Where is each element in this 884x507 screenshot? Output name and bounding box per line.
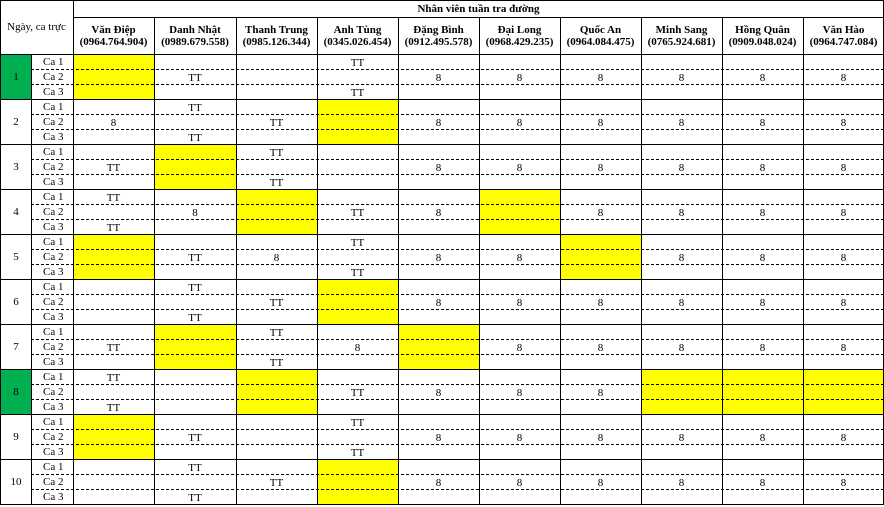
shift-label: Ca 2: [43, 250, 64, 263]
employee-name: Minh Sang: [655, 23, 708, 36]
duty-mark: TT: [188, 131, 202, 144]
duty-mark: 8: [516, 476, 523, 489]
duty-mark: TT: [188, 461, 202, 474]
off-duty-highlight: [318, 280, 398, 324]
grid-line-horizontal: [31, 384, 884, 385]
shift-label: Ca 2: [43, 70, 64, 83]
employee-header: [560, 17, 641, 54]
employee-name: Đặng Bình: [413, 23, 464, 36]
employee-name: Thanh Trung: [245, 23, 308, 36]
shift-label: Ca 3: [43, 85, 64, 98]
duty-mark: 8: [759, 206, 766, 219]
off-duty-highlight: [74, 235, 154, 279]
duty-mark: TT: [106, 371, 121, 384]
day-number: 9: [13, 431, 19, 443]
grid-line-horizontal: [31, 399, 884, 400]
grid-line-horizontal: [31, 489, 884, 490]
employee-header: [803, 17, 884, 54]
shift-label: Ca 1: [43, 145, 64, 158]
off-duty-highlight: [399, 325, 479, 369]
duty-mark: TT: [106, 341, 121, 354]
shift-label: Ca 2: [43, 340, 64, 353]
grid-line-horizontal: [0, 54, 884, 55]
duty-mark: 8: [759, 161, 766, 174]
duty-mark: 8: [435, 476, 442, 489]
grid-line-horizontal: [31, 69, 884, 70]
off-duty-highlight: [480, 190, 560, 234]
duty-mark: 8: [840, 296, 847, 309]
duty-mark: 8: [840, 431, 847, 444]
employee-header: [73, 17, 154, 54]
day-number: 10: [10, 476, 22, 488]
shift-label: Ca 2: [43, 475, 64, 488]
duty-mark: 8: [597, 341, 604, 354]
grid-line-vertical: [722, 17, 723, 504]
grid-line-vertical: [73, 0, 74, 504]
grid-line-horizontal: [31, 174, 884, 175]
shift-label: Ca 1: [43, 370, 64, 383]
duty-mark: TT: [269, 356, 284, 369]
shift-label: Ca 3: [43, 265, 64, 278]
employee-header: [236, 17, 317, 54]
employee-phone: (0765.924.681): [647, 35, 716, 48]
grid-line-vertical: [154, 17, 155, 504]
duty-mark: TT: [188, 71, 202, 84]
duty-mark: 8: [759, 476, 766, 489]
duty-mark: 8: [597, 296, 604, 309]
day-number: 7: [13, 341, 19, 353]
off-duty-highlight: [318, 460, 398, 504]
duty-mark: 8: [678, 431, 685, 444]
duty-mark: 8: [840, 206, 847, 219]
duty-mark: 8: [678, 71, 685, 84]
duty-mark: 8: [110, 116, 117, 129]
off-duty-highlight: [561, 235, 641, 279]
duty-mark: 8: [435, 296, 442, 309]
grid-line-horizontal: [31, 114, 884, 115]
grid-line-vertical: [560, 17, 561, 504]
off-duty-highlight: [155, 325, 236, 369]
grid-line-horizontal: [31, 84, 884, 85]
shift-label: Ca 1: [43, 415, 64, 428]
day-number: 1: [1, 55, 31, 99]
grid-line-vertical: [31, 54, 32, 504]
off-duty-highlight: [318, 100, 398, 144]
duty-mark: TT: [188, 431, 202, 444]
duty-mark: 8: [354, 341, 361, 354]
shift-label: Ca 3: [43, 310, 64, 323]
off-duty-highlight: [723, 370, 803, 414]
grid-line-vertical: [317, 17, 318, 504]
shift-label: Ca 3: [43, 400, 64, 413]
employee-header: [317, 17, 398, 54]
shift-label: Ca 2: [43, 385, 64, 398]
duty-mark: TT: [188, 251, 202, 264]
off-duty-highlight: [237, 370, 317, 414]
grid-line-horizontal: [31, 249, 884, 250]
duty-mark: 8: [678, 476, 685, 489]
duty-mark: 8: [597, 71, 604, 84]
duty-mark: 8: [678, 206, 685, 219]
duty-mark: 8: [516, 71, 523, 84]
duty-mark: TT: [269, 146, 284, 159]
grid-line-horizontal: [31, 159, 884, 160]
duty-mark: 8: [435, 71, 442, 84]
employee-phone: (0909.048.024): [728, 35, 797, 48]
duty-mark: TT: [350, 206, 365, 219]
grid-line-horizontal: [31, 219, 884, 220]
off-duty-highlight: [74, 55, 154, 99]
duty-mark: TT: [350, 236, 365, 249]
grid-line-vertical: [479, 17, 480, 504]
shift-label: Ca 3: [43, 445, 64, 458]
group-header: Nhân viên tuần tra đường: [417, 2, 540, 15]
duty-mark: 8: [678, 161, 685, 174]
duty-mark: TT: [269, 476, 284, 489]
duty-mark: 8: [759, 71, 766, 84]
duty-mark: TT: [269, 326, 284, 339]
duty-mark: 8: [435, 251, 442, 264]
shift-label: Ca 1: [43, 55, 64, 68]
shift-label: Ca 2: [43, 115, 64, 128]
duty-mark: 8: [678, 341, 685, 354]
off-duty-highlight: [237, 190, 317, 234]
shift-label: Ca 2: [43, 430, 64, 443]
shift-label: Ca 1: [43, 280, 64, 293]
employee-name: Anh Tùng: [333, 23, 382, 36]
duty-mark: 8: [435, 206, 442, 219]
employee-phone: (0989.679.558): [161, 35, 229, 48]
employee-header: [479, 17, 560, 54]
day-number: 3: [13, 161, 19, 173]
duty-mark: TT: [188, 311, 202, 324]
duty-mark: TT: [188, 281, 202, 294]
grid-line-vertical: [803, 17, 804, 504]
shift-label: Ca 1: [43, 235, 64, 248]
employee-header: [154, 17, 236, 54]
duty-mark: 8: [597, 206, 604, 219]
day-number: 2: [13, 116, 19, 128]
grid-line-horizontal: [31, 309, 884, 310]
off-duty-highlight: [155, 145, 236, 189]
day-number: 6: [13, 296, 19, 308]
duty-mark: 8: [516, 431, 523, 444]
employee-phone: (0345.026.454): [323, 35, 392, 48]
grid-line-horizontal: [31, 429, 884, 430]
grid-line-horizontal: [0, 504, 884, 505]
duty-mark: 8: [759, 116, 766, 129]
grid-line-horizontal: [31, 264, 884, 265]
grid-line-horizontal: [31, 204, 884, 205]
employee-name: Danh Nhật: [169, 23, 221, 36]
grid-line-horizontal: [0, 279, 884, 280]
duty-mark: 8: [516, 251, 523, 264]
duty-mark: 8: [840, 116, 847, 129]
shift-label: Ca 2: [43, 160, 64, 173]
duty-mark: 8: [759, 431, 766, 444]
off-duty-highlight: [804, 370, 884, 414]
duty-mark: 8: [435, 116, 442, 129]
duty-mark: TT: [188, 101, 202, 114]
grid-line-vertical: [236, 17, 237, 504]
duty-mark: TT: [350, 386, 365, 399]
employee-phone: (0912.495.578): [404, 35, 473, 48]
shift-label: Ca 3: [43, 130, 64, 143]
duty-mark: 8: [678, 296, 685, 309]
duty-mark: 8: [840, 251, 847, 264]
shift-label: Ca 1: [43, 100, 64, 113]
employee-phone: (0985.126.344): [242, 35, 311, 48]
shift-label: Ca 3: [43, 355, 64, 368]
duty-mark: 8: [597, 476, 604, 489]
employee-phone: (0964.747.084): [809, 35, 878, 48]
grid-line-vertical: [398, 17, 399, 504]
duty-mark: 8: [840, 341, 847, 354]
duty-mark: 8: [840, 71, 847, 84]
duty-mark: 8: [759, 296, 766, 309]
shift-label: Ca 3: [43, 175, 64, 188]
off-duty-highlight: [642, 370, 722, 414]
duty-mark: 8: [678, 251, 685, 264]
employee-header: [641, 17, 722, 54]
shift-label: Ca 1: [43, 460, 64, 473]
employee-phone: (0964.084.475): [566, 35, 635, 48]
day-number: 4: [13, 206, 19, 218]
duty-mark: TT: [350, 446, 365, 459]
duty-mark: 8: [597, 386, 604, 399]
duty-mark: 8: [840, 161, 847, 174]
duty-mark: 8: [759, 251, 766, 264]
day-number: 5: [13, 251, 19, 263]
duty-mark: 8: [516, 341, 523, 354]
shift-label: Ca 1: [43, 325, 64, 338]
duty-mark: TT: [350, 86, 365, 99]
grid-line-vertical: [0, 0, 1, 504]
duty-mark: TT: [269, 176, 284, 189]
grid-line-horizontal: [31, 294, 884, 295]
duty-mark: 8: [678, 116, 685, 129]
off-duty-highlight: [74, 415, 154, 459]
grid-line-vertical: [641, 17, 642, 504]
duty-mark: TT: [106, 191, 121, 204]
grid-line-horizontal: [31, 339, 884, 340]
shift-label: Ca 1: [43, 190, 64, 203]
shift-label: Ca 2: [43, 295, 64, 308]
employee-phone: (0968.429.235): [485, 35, 554, 48]
duty-mark: TT: [106, 221, 121, 234]
employee-name: Văn Điệp: [91, 23, 136, 36]
grid-line-horizontal: [31, 129, 884, 130]
grid-line-horizontal: [0, 459, 884, 460]
grid-line-horizontal: [31, 354, 884, 355]
grid-line-horizontal: [31, 444, 884, 445]
duty-mark: 8: [597, 116, 604, 129]
duty-mark: TT: [188, 491, 202, 504]
employee-phone: (0964.764.904): [79, 35, 148, 48]
corner-header: Ngày, ca trực: [7, 21, 66, 33]
grid-line-horizontal: [31, 474, 884, 475]
duty-mark: 8: [273, 251, 280, 264]
employee-name: Đại Long: [497, 23, 542, 36]
employee-name: Quốc An: [579, 23, 622, 36]
duty-mark: 8: [435, 161, 442, 174]
shift-label: Ca 3: [43, 220, 64, 233]
duty-mark: 8: [435, 386, 442, 399]
grid-line-horizontal: [0, 144, 884, 145]
grid-line-horizontal: [0, 0, 884, 1]
duty-mark: 8: [516, 386, 523, 399]
employee-name: Văn Hào: [822, 23, 865, 36]
grid-line-horizontal: [0, 99, 884, 100]
shift-label: Ca 2: [43, 205, 64, 218]
duty-mark: TT: [106, 161, 121, 174]
duty-mark: TT: [350, 266, 365, 279]
duty-mark: TT: [106, 401, 121, 414]
duty-mark: 8: [597, 431, 604, 444]
employee-header: [722, 17, 803, 54]
duty-mark: 8: [516, 116, 523, 129]
duty-mark: 8: [516, 161, 523, 174]
employee-name: Hồng Quân: [735, 23, 790, 36]
day-number: 8: [1, 370, 31, 414]
duty-mark: 8: [516, 296, 523, 309]
duty-mark: 8: [759, 341, 766, 354]
employee-header: [398, 17, 479, 54]
duty-mark: TT: [350, 56, 365, 69]
duty-mark: TT: [269, 296, 284, 309]
duty-mark: 8: [597, 161, 604, 174]
duty-mark: 8: [192, 206, 198, 219]
duty-mark: 8: [840, 476, 847, 489]
shift-label: Ca 3: [43, 490, 64, 503]
duty-mark: TT: [269, 116, 284, 129]
duty-mark: TT: [350, 416, 365, 429]
duty-mark: 8: [435, 431, 442, 444]
